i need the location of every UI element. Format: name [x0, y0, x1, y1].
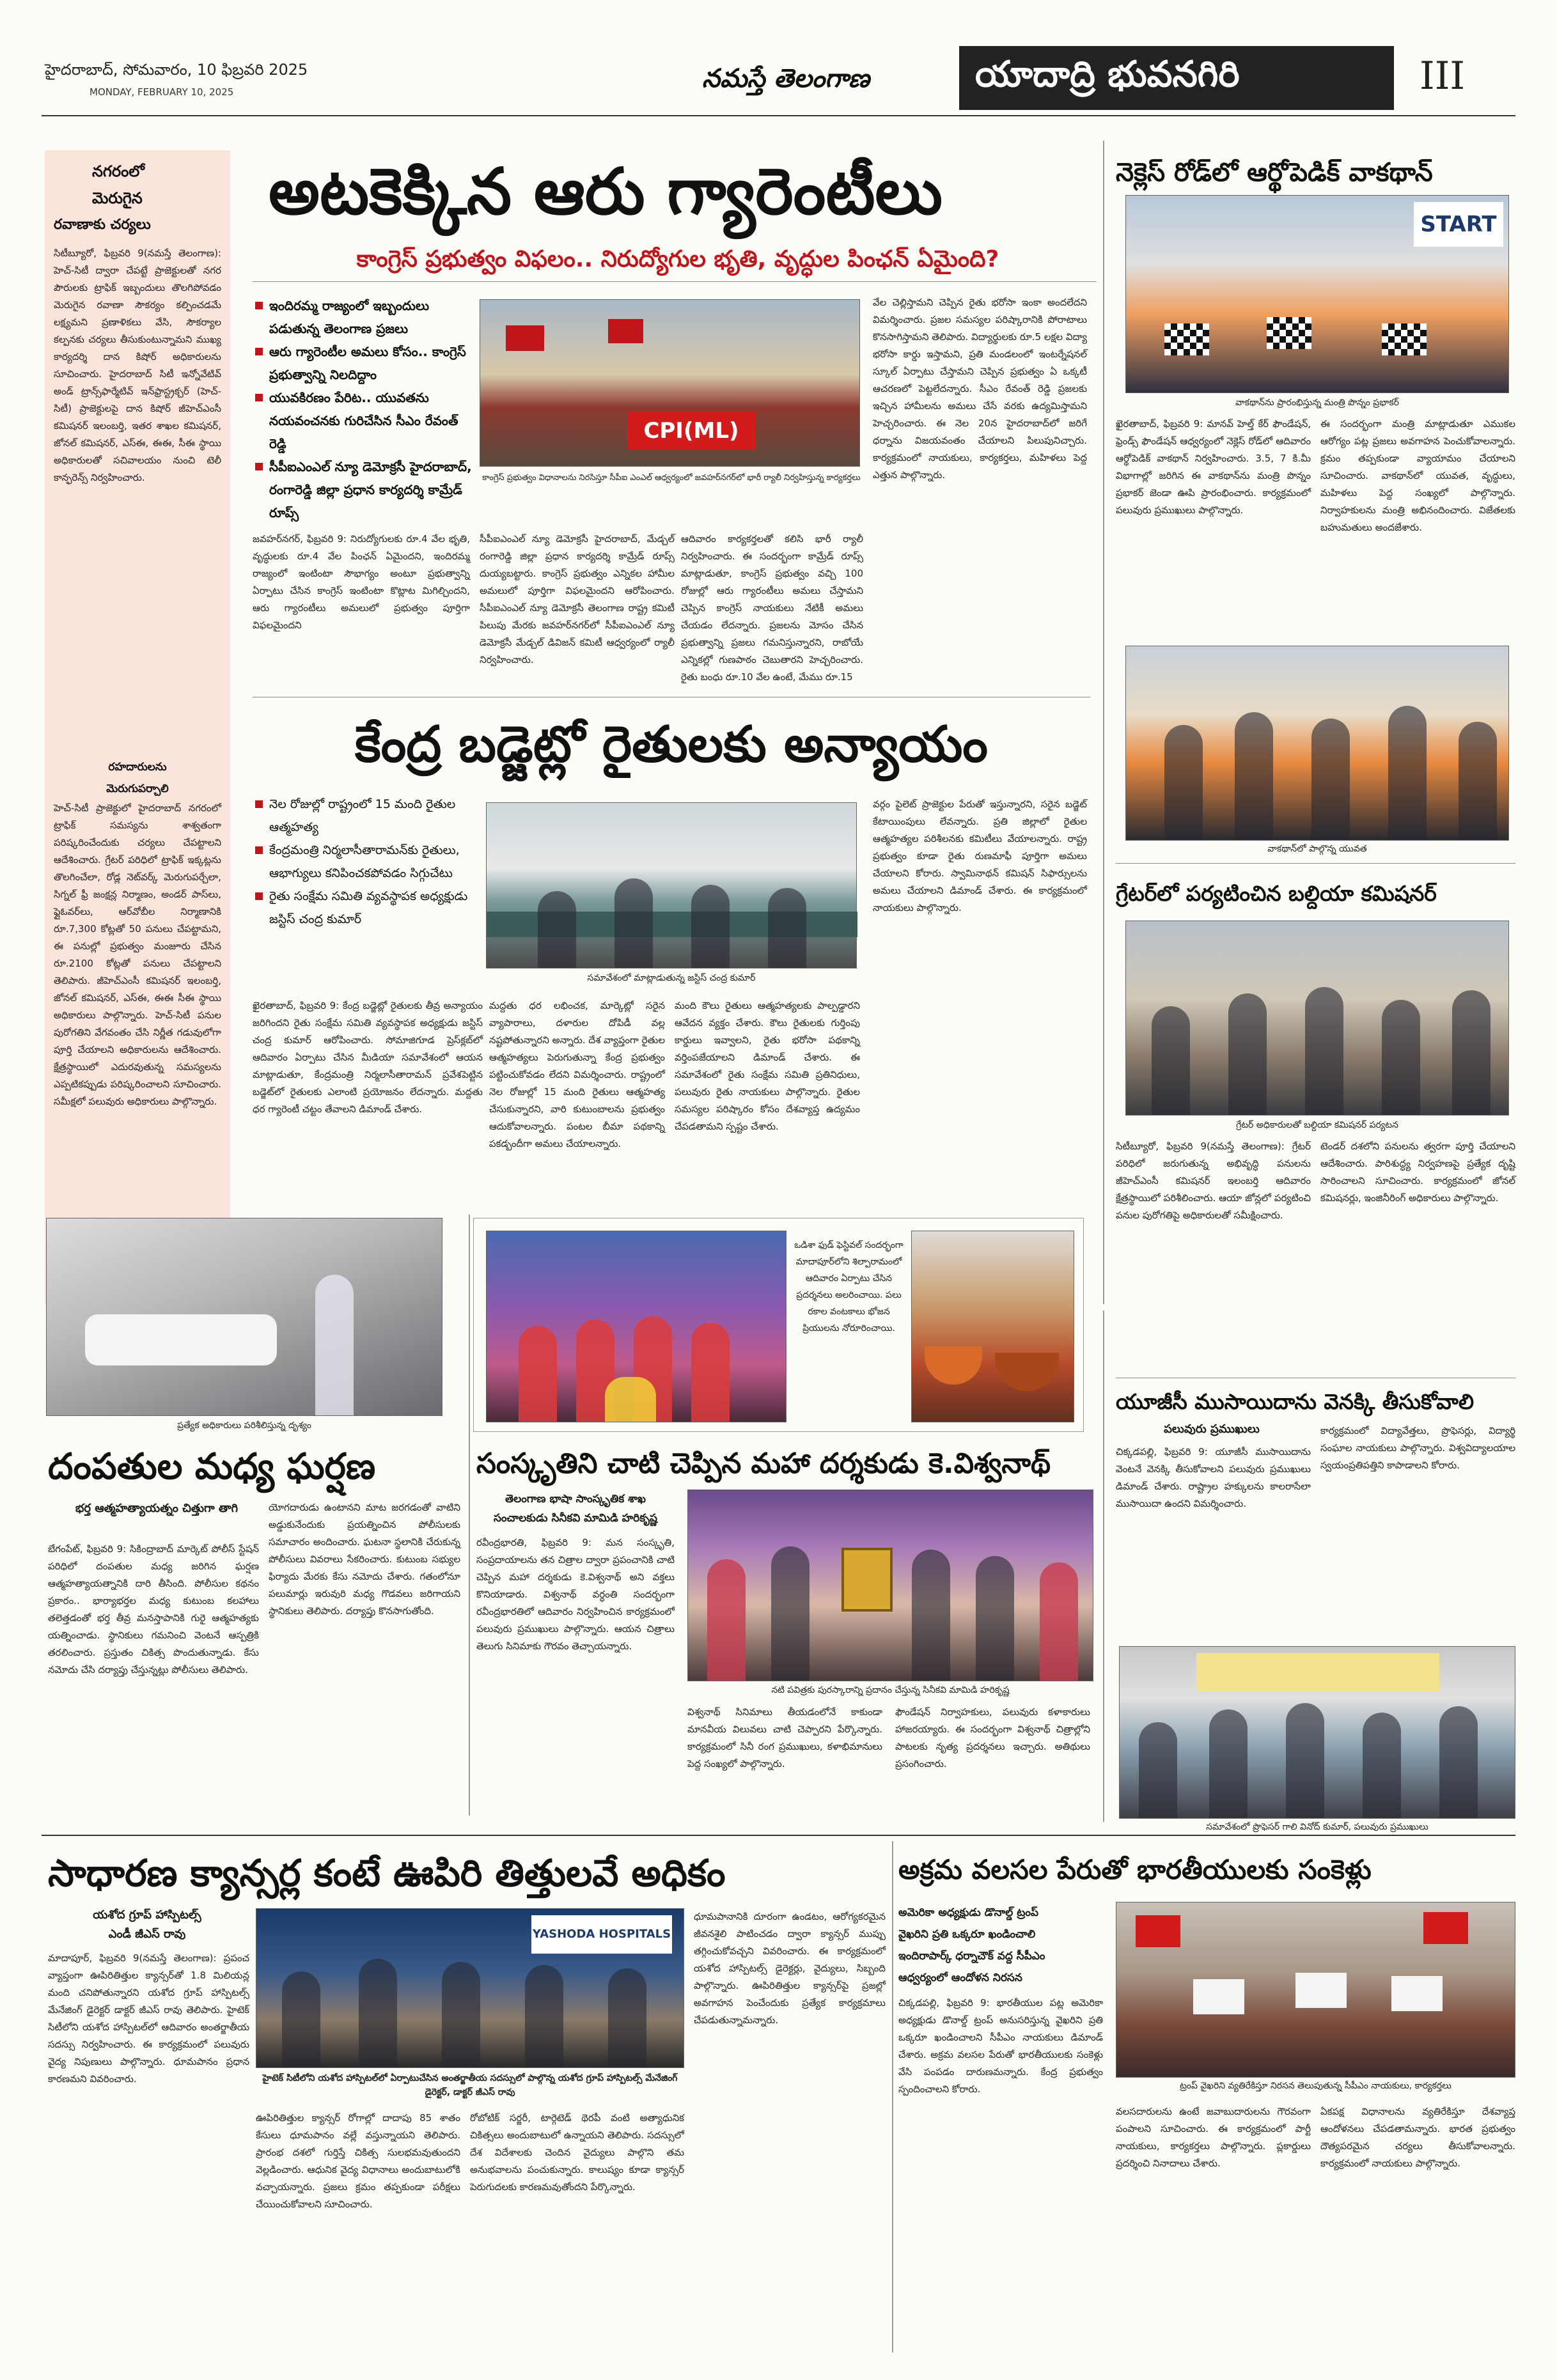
- sidebar-title-line3: రవాణాకు చర్యలు: [54, 217, 151, 233]
- official: [1382, 1000, 1420, 1115]
- story2-bullet: నెల రోజుల్లో రాష్ట్రంలో 15 మంది రైతుల ఆత్మహత్య: [253, 793, 483, 839]
- award-photo: [687, 1489, 1093, 1681]
- commissioner-body-col1: సిటీబ్యూరో, ఫిబ్రవరి 9(నమస్తే తెలంగాణ): గ్రేటర్‌ పరిధిలో జరుగుతున్న అభివృద్ధి పనులను జీహెచ్‌ఎంసీ కమిషనర్‌ ఇలంబర్తి ఆదివారం క్షేత్రస్థాయిలో పరిశీలించారు. ఆయా జోన్లలో పర్యటించి పనుల పురోగతిపై అధికారులతో సమీక్షించారు.: [1116, 1140, 1311, 1221]
- sidebar-sub2: మెరుగుపర్చాలి: [106, 782, 169, 795]
- story3-body-col2: యోగదారుడు ఉంటానని మాట జరగడంతో వాటిని అడ్డుకునేందుకు ప్రయత్నించిన పోలీసులకు సమాచారం అందించారు. ఘటనా స్థలానికి చేరుకున్న పోలీసులు వివరాలు సేకరించారు. కుటుంబ సభ్యుల ఫిర్యాదు మేరకు కేసు నమోదు చేశారు. గతంలోనూ పలుమార్లు ఇరువురి మధ్య గొడవలు జరిగాయని స్థానికులు తెలిపారు. దర్యాప్తు కొనసాగుతోంది.: [269, 1502, 464, 1617]
- walkathon-body-col2: ఈ సందర్భంగా మంత్రి మాట్లాడుతూ ఎముకల ఆరోగ్యం పట్ల ప్రజలు అవగాహన పెంచుకోవాలన్నారు. క్రమం తప్పకుండా వ్యాయామం చేయాలని సూచించారు. వాకథాన్‌లో యువత, వృద్ధులు, మహిళలు పెద్ద సంఖ్యలో పాల్గొన్నారు. నిర్వాహకులను మంత్రి అభినందించారు. విజేతలకు బహుమతులు అందజేశారు.: [1320, 418, 1519, 533]
- conference-banner: YASHODA HOSPITALS: [531, 1915, 672, 1954]
- sidebar-sub1: రహదారులను: [108, 761, 167, 774]
- award-person: [707, 1559, 746, 1681]
- placard: [1391, 1976, 1443, 2011]
- ugc-person: [1286, 1703, 1324, 1818]
- official: [1305, 987, 1343, 1115]
- story5-headline: సాధారణ క్యాన్సర్ల కంటే ఊపిరి తిత్తులవే అధికం: [48, 1851, 726, 1895]
- story2-bullets: [253, 793, 483, 931]
- lead-body-col3: ఆదివారం కార్యకర్తలతో కలిసి భారీ ర్యాలీ నిర్వహించారు. ఈ సందర్భంగా కామ్రేడ్‌ రూప్స్‌ మాట్లాడుతూ, కాంగ్రెస్‌ ప్రభుత్వం వచ్చి 100 రోజుల్లో ఆరు గ్యారంటీలు అమలు చేస్తామని చెప్పిన కాంగ్రెస్‌ నాయకులు నేటికీ అమలు చేయడం లేదన్నారు. ప్రజలను మోసం చేసిన ప్రభుత్వాన్ని ప్రజలు గమనిస్తున్నారని, రాబోయే ఎన్నికల్లో గుణపాఠం చెబుతారని హెచ్చరించారు. రైతు బంధు రూ.10 వేల ఉంటే, మేము రూ.15: [681, 533, 863, 683]
- press-person: [768, 888, 806, 968]
- story3-headline: దంపతుల మధ్య ఘర్షణ: [48, 1446, 376, 1488]
- press-person: [691, 885, 730, 968]
- story4-body-col1: రవీంద్రభారతి, ఫిబ్రవరి 9: మన సంస్కృతి, సంప్రదాయాలను తన చిత్రాల ద్వారా ప్రపంచానికి చాటి చెప్పిన మహా దర్శకుడు కె.విశ్వనాథ్‌ అని వక్తలు కొనియాడారు. విశ్వనాథ్‌ వర్ధంతి సందర్భంగా రవీంద్రభారతిలో ఆదివారం నిర్వహించిన కార్యక్రమంలో పలువురు ప్రముఖులు పాల్గొన్నారు. ఆయన చిత్రాలు తెలుగు సినిమాకు గౌరవం తెచ్చాయన్నారు.: [476, 1537, 678, 1652]
- masthead-date-te: హైదరాబాద్, సోమవారం, 10 ఫిబ్రవరి 2025: [45, 61, 308, 79]
- lead-bullets: [253, 294, 473, 524]
- conference-person: [442, 1962, 480, 2067]
- commissioner-body-col2: టెండర్‌ దశలోని పనులను త్వరగా పూర్తి చేయాలని ఆదేశించారు. పారిశుద్ధ్య నిర్వహణపై ప్రత్యేక దృష్టి సారించాలని సూచించారు. కార్యక్రమంలో జోనల్‌ కమిషనర్లు, ఇంజినీరింగ్‌ అధికారులు పాల్గొన్నారు.: [1320, 1140, 1515, 1204]
- column-divider: [892, 1841, 893, 2353]
- award-person: [976, 1556, 1014, 1681]
- walkathon-body-col1: ఖైరతాబాద్‌, ఫిబ్రవరి 9: మానవ్‌ హెల్త్‌ కేర్‌ ఫౌండేషన్‌, ఫ్రెండ్స్‌ ఫౌండేషన్‌ ఆధ్వర్యంలో నెక్లెస్‌ రోడ్‌లో ఆదివారం ఆర్థోపెడిక్‌ వాకథాన్‌ నిర్వహించారు. 3.5, 7 కి.మీ విభాగాల్లో జరిగిన ఈ వాకథాన్‌ను మంత్రి పొన్నం ప్రభాకర్‌ జెండా ఊపి ప్రారంభించారు. కార్యక్రమంలో పలువురు ప్రముఖులు పాల్గొన్నారు.: [1116, 418, 1314, 516]
- story3-sub: భర్త ఆత్మహత్యాయత్నం చిత్తుగా తాగి: [75, 1502, 239, 1515]
- protest-photo: [1116, 1902, 1515, 2078]
- dance-photo: [486, 1231, 786, 1422]
- ugc-photo: [1119, 1646, 1515, 1819]
- conference-person: [282, 1972, 320, 2067]
- official: [1228, 993, 1267, 1115]
- story4-body-col2: విశ్వనాథ్‌ సినిమాలు తీయడంలోనే కాకుండా మానవీయ విలువలు చాటి చెప్పారని పేర్కొన్నారు. కార్యక్రమంలో సినీ రంగ ప్రముఖులు, కళాభిమానులు పెద్ద సంఖ్యలో పాల్గొన్నారు.: [687, 1706, 886, 1769]
- placard: [1295, 1973, 1347, 2008]
- column-divider: [1103, 1311, 1104, 1822]
- stretcher: [85, 1314, 277, 1365]
- story6-body-col2: వలసదారులను ఉంటే జవాబుదారులను గౌరవంగా పంపాలని సూచించారు. ఈ కార్యక్రమంలో పార్టీ నాయకులు, కార్యకర్తలు పాల్గొన్నారు. ప్లకార్డులు ప్రదర్శించి నినాదాలు చేశారు.: [1116, 2106, 1314, 2169]
- rally-flag-icon: [608, 319, 643, 343]
- conference-photo-caption: హైటెక్‌ సిటీలోని యశోద హాస్పిటల్‌లో ఏర్పాటుచేసిన అంతర్జాతీయ సదస్సులో పాల్గొన్న యశోద గ్రూప్‌ హాస్పిటల్స్‌ మేనేజింగ్‌ డైరెక్టర్‌, డాక్టర్‌ జీఎస్‌ రావు: [262, 2073, 678, 2097]
- ugc-banner: [1196, 1653, 1439, 1692]
- story2-body-col2: మద్దతు ధర లభించక, మార్కెట్లో సరైన వ్యాపారాలు, దళారుల దోపిడీ వల్ల నష్టపోతున్నారని అన్నారు. దేశ వ్యాప్తంగా రైతుల ఆత్మహత్యలు పెరుగుతున్నా కేంద్ర ప్రభుత్వం పట్టించుకోవడం లేదని విమర్శించారు. రాష్ట్రంలో నెల రోజుల్లో 15 మంది రైతులు ఆత్మహత్య చేసుకున్నారని, వారి కుటుంబాలను ప్రభుత్వం ఆదుకోవాలన్నారు. పంటల బీమా పథకాన్ని పకడ్బందీగా అమలు చేయాలన్నారు.: [489, 1000, 668, 1149]
- dancer: [605, 1377, 656, 1422]
- masthead-edition: యాదాద్రి భువనగిరి: [975, 54, 1240, 95]
- story5-sub2: ఎండీ జీఎస్‌ రావు: [108, 1927, 186, 1941]
- story6-sub: [898, 1902, 1109, 1989]
- walkathon-photo-start: [1125, 195, 1509, 393]
- masthead-rule: [42, 115, 1515, 116]
- chequered-flag-icon: [1164, 323, 1209, 355]
- lead-bullet: ఆరు గ్యారెంటీల అమలు కోసం.. కాంగ్రెస్‌ ప్రభుత్వాన్ని నిలదిద్దాం: [253, 340, 473, 386]
- award-person: [1040, 1562, 1078, 1681]
- dancer: [691, 1323, 730, 1422]
- story3-body-col1: బేగంపేట్‌, ఫిబ్రవరి 9: సికింద్రాబాద్‌ మార్కెట్‌ పోలీస్‌ స్టేషన్‌ పరిధిలో దంపతుల మధ్య జరిగిన ఘర్షణ ఆత్మహత్యాయత్నానికి దారి తీసింది. పోలీసుల కథనం ప్రకారం.. భార్యాభర్తల మధ్య కుటుంబ కలహాలు తలెత్తడంతో భర్త తీవ్ర మనస్తాపానికి గురై ఆత్మహత్యకు యత్నించాడు. స్థానికులు గమనించి వెంటనే ఆస్పత్రికి తరలించారు. ప్రస్తుతం చికిత్స పొందుతున్నాడు. కేసు నమోదు చేసి దర్యాప్తు చేస్తున్నట్లు పోలీసులు తెలిపారు.: [48, 1543, 259, 1676]
- dancer: [519, 1326, 557, 1422]
- commissioner-photo: [1125, 921, 1509, 1116]
- commissioner-photo-caption: గ్రేటర్‌ అధికారులతో బల్దియా కమిషనర్‌ పర్యటన: [1236, 1120, 1398, 1130]
- start-arch: START: [1414, 202, 1503, 247]
- ugc-person: [1209, 1709, 1248, 1818]
- lead-bullet: సీపీఐఎంఎల్‌ న్యూ డెమోక్రసీ హైదరాబాద్‌, రంగారెడ్డి జిల్లా ప్రధాన కార్యదర్శి కామ్రేడ్‌ రూప్స్‌: [253, 455, 473, 524]
- lead-bullet: ఇందిరమ్మ రాజ్యంలో ఇబ్బందులు పడుతున్న తెలంగాణ ప్రజలు: [253, 294, 473, 340]
- chequered-flag-icon: [1267, 317, 1311, 349]
- conference-person: [525, 1965, 563, 2067]
- lead-subhead-rule: [253, 281, 1097, 282]
- story6-body-col3: ఏకపక్ష విధానాలను వ్యతిరేకిస్తూ దేశవ్యాప్త ఆందోళనలు చేపడతామన్నారు. భారత ప్రభుత్వం దౌత్యపరమైన చర్యలు తీసుకోవాలన్నారు. కార్యక్రమంలో నాయకులు పాల్గొన్నారు.: [1320, 2106, 1519, 2169]
- story2-body-col3: మంది కౌలు రైతులు ఆత్మహత్యలకు పాల్పడ్డారని ఆవేదన వ్యక్తం చేశారు. కౌలు రైతులకు గుర్తింపు కార్డులు ఇవ్వాలని, రైతు భరోసా పథకాన్ని వర్తింపజేయాలని డిమాండ్‌ చేశారు. ఈ సమావేశంలో రైతు సంక్షేమ సమితి ప్రతినిధులు, పలువురు రైతు నాయకులు పాల్గొన్నారు. రైతుల సమస్యల పరిష్కారం కోసం దేశవ్యాప్త ఉద్యమం చేపడతామని స్పష్టం చేశారు.: [675, 1000, 863, 1132]
- protest-flag-icon: [1136, 1915, 1180, 1947]
- award-person: [771, 1546, 810, 1681]
- column-divider: [1103, 141, 1104, 1304]
- story6-sub4: ఆధ్వర్యంలో ఆందోళన నిరసన: [898, 1972, 1022, 1984]
- sidebar-title-line2: మెరుగైన: [92, 189, 143, 207]
- chequered-flag-icon: [1382, 323, 1427, 355]
- story6-headline: అక్రమ వలసల పేరుతో భారతీయులకు సంకెళ్లు: [898, 1854, 1372, 1885]
- conference-person: [359, 1959, 397, 2067]
- ugc-person: [1439, 1706, 1478, 1818]
- award-person: [912, 1550, 950, 1681]
- story2-body-col1: ఖైరతాబాద్‌, ఫిబ్రవరి 9: కేంద్ర బడ్జెట్లో రైతులకు తీవ్ర అన్యాయం జరిగిందని రైతు సంక్షేమ సమితి వ్యవస్థాపక అధ్యక్షుడు జస్టిస్‌ చంద్ర కుమార్‌ ఆరోపించారు. సోమాజిగూడ ప్రెస్‌క్లబ్‌లో ఆదివారం ఏర్పాటు చేసిన మీడియా సమావేశంలో ఆయన మాట్లాడుతూ, కేంద్రమంత్రి నిర్మలాసీతారామన్‌ ప్రవేశపెట్టిన బడ్జెట్‌లో రైతులకు ఎలాంటి ప్రయోజనం లేదన్నారు. మద్దతు ధర గ్యారెంటీ చట్టం తేవాలని డిమాండ్‌ చేశారు.: [253, 1000, 483, 1115]
- lead-body-col2: సీపీఐఎంఎల్‌ న్యూ డెమోక్రసీ హైదరాబాద్‌, మేడ్చల్‌ రంగారెడ్డి జిల్లా ప్రధాన కార్యదర్శి కామ్రేడ్‌ రూప్స్‌ దుయ్యబట్టారు. కాంగ్రెస్‌ ప్రభుత్వం ఎన్నికల హామీల అమలులో పూర్తిగా విఫలమైందని ఆరోపించారు. సీపీఐఎంఎల్‌ న్యూ డెమోక్రసీ తెలంగాణ రాష్ట్ర కమిటీ పిలుపు మేరకు జవహర్‌నగర్‌లో సీపీఐఎంఎల్‌ న్యూ డెమోక్రసీ మేడ్చల్‌ డివిజన్‌ కమిటీ ఆధ్వర్యంలో ర్యాలీ నిర్వహించారు.: [480, 533, 675, 665]
- story5-body-col2: ఊపిరితిత్తుల క్యాన్సర్‌ రోగాల్లో దాదాపు 85 శాతం కేసులు ధూమపానం వల్లే వస్తున్నాయని తెలిపారు. ప్రారంభ దశలో గుర్తిస్తే చికిత్స సులభమవుతుందని వెల్లడించారు. ఆధునిక వైద్య విధానాలు అందుబాటులోకి వచ్చాయన్నారు. ప్రజలు క్రమం తప్పకుండా పరీక్షలు చేయించుకోవాలని సూచించారు.: [256, 2112, 464, 2210]
- conference-person: [608, 1968, 646, 2067]
- right-rule-1: [1116, 863, 1515, 864]
- rally-flag-icon: [506, 325, 544, 351]
- protest-photo-caption: ట్రంప్‌ వైఖరిని వ్యతిరేకిస్తూ నిరసన తెలుపుతున్న సీపీఎం నాయకులు, కార్యకర్తలు: [1180, 2081, 1451, 2091]
- walkathon-photo1-caption: వాకథాన్‌ను ప్రారంభిస్తున్న మంత్రి పొన్నం ప్రభాకర్‌: [1235, 398, 1399, 408]
- press-person: [614, 878, 653, 968]
- lead-bullet: యువకిరణం పేరిట.. యువతను నయవంచనకు గురిచేసిన సీఎం రేవంత్‌ రెడ్డి: [253, 386, 473, 455]
- lead-headline: అటకెక్కిన ఆరు గ్యారెంటీలు: [269, 154, 943, 229]
- lead-photo-caption: కాంగ్రెస్‌ ప్రభుత్వం విధానాలను నిరసిస్తూ సీపీఐ ఎంఎల్‌ ఆధ్వర్యంలో జవహర్‌నగర్‌లో భారీ ర్యాలీ నిర్వహిస్తున్న కార్యకర్తలు: [482, 473, 861, 483]
- story5-body-col1: మాదాపూర్‌, ఫిబ్రవరి 9(నమస్తే తెలంగాణ): ప్రపంచ వ్యాప్తంగా ఊపిరితిత్తుల క్యాన్సర్‌తో 1.8 మిలియన్ల మంది చనిపోతున్నారని యశోద గ్రూప్‌ హాస్పిటల్స్‌ మేనేజింగ్‌ డైరెక్టర్‌ డాక్టర్‌ జీఎస్‌ రావు తెలిపారు. హైటెక్‌ సిటీలోని యశోద హాస్పిటల్‌లో ఆదివారం అంతర్జాతీయ సదస్సు నిర్వహించారు. ఈ కార్యక్రమంలో పలువురు వైద్య నిపుణులు పాల్గొన్నారు. ధూమపానం ప్రధాన కారణమని వివరించారు.: [48, 1952, 250, 2085]
- masthead-page-number: III: [1420, 54, 1466, 98]
- attendant: [315, 1275, 354, 1415]
- left-sidebar: [45, 150, 230, 1304]
- conference-photo: [256, 1908, 684, 2068]
- hospital-photo-caption: ప్రత్యేక అధికారులు పరిశీలిస్తున్న దృశ్యం: [177, 1420, 311, 1431]
- story2-headline: కేంద్ర బడ్జెట్లో రైతులకు అన్యాయం: [355, 716, 988, 774]
- lead-body-col4: వేల చెల్లిస్తామని చెప్పిన రైతు భరోసా ఇంకా అందలేదని విమర్శించారు. ప్రజల సమస్యల పరిష్కారానికి పోరాటాలు కొనసాగిస్తామని తెలిపారు. విద్యార్థులకు రూ.5 లక్షల విద్యా భరోసా కార్డు ఇస్తామని, ప్రతి మండలంలో ఇంటర్నేషనల్‌ స్కూల్‌ ఏర్పాటు చేస్తామని చెప్పిన ప్రభుత్వం ఏ ఒక్కటీ ఆచరణలో పెట్టలేదన్నారు. సీఎం రేవంత్‌ రెడ్డి ప్రజలకు ఇచ్చిన హామీలను అమలు చేసే వరకు ఉద్యమిస్తామని హెచ్చరించారు. ఈ నెల 20న హైదరాబాద్‌లో జరిగే ధర్నాను విజయవంతం చేయాలని పిలుపునిచ్చారు. కార్యక్రమంలో నాయకులు, కార్యకర్తలు, మహిళలు పెద్ద ఎత్తున పాల్గొన్నారు.: [873, 297, 1087, 481]
- story2-bullet: కేంద్రమంత్రి నిర్మలాసీతారామన్‌కు రైతులు, ఆభాగ్యులు కనిపించకపోవడం సిగ్గుచేటు: [253, 839, 483, 885]
- story4-headline: సంస్కృతిని చాటి చెప్పిన మహా దర్శకుడు కె.విశ్వనాథ్‌: [476, 1447, 1051, 1480]
- protest-flag-icon: [1423, 1912, 1468, 1944]
- story6-body-col1: చిక్కడపల్లి, ఫిబ్రవరి 9: భారతీయుల పట్ల అమెరికా అధ్యక్షుడు డొనాల్డ్‌ ట్రంప్‌ అనుసరిస్తున్న వైఖరిని ప్రతి ఒక్కరూ ఖండించాలని సీపీఎం నాయకులు డిమాండ్‌ చేశారు. అక్రమ వలసల పేరుతో భారతీయులకు సంకెళ్లు వేసి పంపడం దారుణమన్నారు. కేంద్ర ప్రభుత్వం స్పందించాలని కోరారు.: [898, 1997, 1103, 2095]
- story2-bullet: రైతు సంక్షేమ సమితి వ్యవస్థాపక అధ్యక్షుడు జస్టిస్‌ చంద్ర కుమార్‌: [253, 885, 483, 931]
- food-bowl: [925, 1346, 982, 1385]
- sidebar-title-line1: నగరంలో: [92, 162, 145, 180]
- placard: [1193, 1979, 1244, 2014]
- commissioner-headline: గ్రేటర్‌లో పర్యటించిన బల్దియా కమిషనర్‌: [1116, 881, 1437, 906]
- lead-body-col1: జవహర్‌నగర్‌, ఫిబ్రవరి 9: నిరుద్యోగులకు రూ.4 వేల భృతి, వృద్ధులకు రూ.4 వేల పింఛన్‌ ఏమైందని, ఇందిరమ్మ రాజ్యంలో ఇంటింటా సౌభాగ్యం అంటూ ప్రభుత్వాన్ని ఏర్పాటు చేసిన కాంగ్రెస్‌ ఇంటింటా కొట్లాట మిగిల్చిందని, ఆరు గ్యారంటీలు అమలులో ప్రభుత్వం పూర్తిగా విఫలమైందని: [253, 533, 473, 631]
- food-photo: [911, 1231, 1074, 1422]
- story2-body-col4: వర్గం పైలెట్‌ ప్రాజెక్టుల పేరుతో ఇస్తున్నారని, సరైన బడ్జెట్‌ కేటాయింపులు లేవన్నారు. ప్రతి జిల్లాలో రైతుల ఆత్మహత్యల పరిశీలనకు కమిటీలు వేయాలన్నారు. రాష్ట్ర ప్రభుత్వం కూడా రైతు రుణమాఫీ పూర్తిగా అమలు చేయాలని కోరారు. స్వామినాథన్‌ కమిషన్‌ సిఫార్సులను అమలు చేయాలని డిమాండ్‌ చేశారు. ఈ కార్యక్రమంలో నాయకులు పాల్గొన్నారు.: [873, 798, 1088, 914]
- story6-sub2: వైఖరిని ప్రతి ఒక్కరూ ఖండించాలి: [898, 1928, 1036, 1941]
- masthead-paper-name: నమస్తే తెలంగాణ: [702, 64, 870, 93]
- runner: [1459, 722, 1497, 840]
- story4-sub: తెలంగాణ భాషా సాంస్కృతిక శాఖ సంచాలకుడు సినీకవి మామిడి హరికృష్ణ: [493, 1493, 658, 1525]
- ugc-person: [1363, 1713, 1401, 1818]
- story5-body-col3: రోబోటిక్‌ సర్జరీ, టార్గెటెడ్‌ థెరపీ వంటి అత్యాధునిక చికిత్సలు అందుబాటులో ఉన్నాయని తెలిపారు. సదస్సులో దేశ విదేశాలకు చెందిన వైద్యులు పాల్గొని తమ అనుభవాలను పంచుకున్నారు. కాలుష్యం కూడా క్యాన్సర్‌ పెరుగుదలకు కారణమవుతోందని పేర్కొన్నారు.: [470, 2112, 684, 2193]
- walkathon-headline: నెక్లెస్‌ రోడ్‌లో ఆర్థోపెడిక్‌ వాకథాన్‌: [1116, 158, 1433, 187]
- lead-photo-rally: [480, 299, 860, 467]
- food-bowl: [995, 1353, 1059, 1391]
- lead-subhead: కాంగ్రెస్‌ ప్రభుత్వం విఫలం.. నిరుద్యోగుల భృతి, వృద్ధుల పింఛన్‌ ఏమైంది?: [356, 246, 999, 272]
- ugc-body-col1: చిక్కడపల్లి, ఫిబ్రవరి 9: యూజీసీ ముసాయిదాను వెంటనే వెనక్కి తీసుకోవాలని పలువురు ప్రముఖులు డిమాండ్‌ చేశారు. రాష్ట్రాల హక్కులను కాలరాసేలా ముసాయిదా ఉందని విమర్శించారు.: [1116, 1446, 1314, 1509]
- award-photo-caption: నటి పవిత్రకు పురస్కారాన్ని ప్రదానం చేస్తున్న సినీకవి మామిడి హరికృష్ణ: [771, 1685, 1010, 1695]
- award-plaque: [841, 1548, 893, 1612]
- hospital-photo: [46, 1218, 442, 1416]
- lower-rule: [42, 1835, 1515, 1836]
- culture-text: ఒడిశా ఫుడ్‌ ఫెస్టివల్‌ సందర్భంగా మాదాపూర్‌లోని శిల్పారామంలో ఆదివారం ఏర్పాటు చేసిన ప్రదర్శనలు అలరించాయి. పలు రకాల వంటకాలు భోజన ప్రియులను నోరూరించాయి.: [794, 1240, 907, 1334]
- walkathon-photo2-caption: వాకథాన్‌లో పాల్గొన్న యువత: [1267, 844, 1367, 854]
- ugc-photo-caption: సమావేశంలో ప్రొఫెసర్‌ గాలి వినోద్‌ కుమార్‌, పలువురు ప్రముఖులు: [1206, 1822, 1428, 1832]
- story5-sub1: యశోద గ్రూప్‌ హాస్పిటల్స్‌: [93, 1908, 201, 1922]
- story2-photo-press-meet: [486, 802, 857, 968]
- column-divider: [469, 1215, 470, 1816]
- masthead-date-en: MONDAY, FEBRUARY 10, 2025: [90, 86, 234, 98]
- masthead: [0, 0, 1557, 112]
- official: [1452, 990, 1490, 1115]
- ugc-person: [1139, 1722, 1177, 1818]
- official: [1152, 1006, 1190, 1115]
- story4-body-col3: ఫౌండేషన్‌ నిర్వాహకులు, పలువురు కళాకారులు హాజరయ్యారు. ఈ సందర్భంగా విశ్వనాథ్‌ చిత్రాల్లోని పాటలకు నృత్య ప్రదర్శనలు ఇచ్చారు. అతిథులు ప్రసంగించారు.: [895, 1706, 1093, 1769]
- walkathon-photo-runners: [1125, 646, 1509, 841]
- story5-body-col4: ధూమపానానికి దూరంగా ఉండటం, ఆరోగ్యకరమైన జీవనశైలి పాటించడం ద్వారా క్యాన్సర్‌ ముప్పు తగ్గించుకోవచ్చని వివరించారు. ఈ కార్యక్రమంలో యశోద హాస్పిటల్స్‌ డైరెక్టర్లు, వైద్యులు, సిబ్బంది పాల్గొన్నారు. ఊపిరితిత్తుల క్యాన్సర్‌పై ప్రజల్లో అవగాహన పెంచేందుకు ప్రత్యేక కార్యక్రమాలు చేపడుతున్నామన్నారు.: [694, 1911, 889, 2026]
- runner: [1164, 725, 1203, 840]
- ugc-headline: యూజీసీ ముసాయిదాను వెనక్కి తీసుకోవాలి: [1116, 1389, 1475, 1414]
- story2-photo-caption: సమావేశంలో మాట్లాడుతున్న జస్టిస్‌ చంద్ర కుమార్‌: [587, 973, 756, 983]
- story6-sub1: అమెరికా అధ్యక్షుడు డొనాల్డ్‌ ట్రంప్‌: [898, 1906, 1039, 1919]
- ugc-sub: పలువురు ప్రముఖులు: [1164, 1422, 1260, 1436]
- runner: [1388, 706, 1427, 840]
- press-person: [538, 891, 576, 968]
- sidebar-body2: హెచ్‌-సిటీ ప్రాజెక్టులో హైదరాబాద్‌ నగరంలో ట్రాఫిక్‌ సమస్యను శాశ్వతంగా పరిష్కరించేందుకు చర్యలు చేపట్టాలని ఆదేశించారు. గ్రేటర్‌ పరిధిలో ట్రాఫిక్‌ ఇక్కట్లను తొలగించేలా, రోడ్ల నెట్‌వర్క్‌ మెరుగుపర్చేలా, సిగ్నల్‌ ఫ్రీ జంక్షన్ల నిర్మాణం, అండర్‌ పాస్‌లు, ఫ్లైఓవర్‌లు, ఆర్‌వోబీల నిర్మాణానికి రూ.7,300 కోట్లతో 50 పనులు చేపట్టామని, ఈ పనుల్లో ప్రభుత్వం మంజూరు చేసిన రూ.2100 కోట్లతో పనులు చేపట్టాలని తెలిపారు. జీహెచ్‌ఎంసీ కమిషనర్‌ ఇలంబర్తి, జోనల్‌ కమిషనర్‌, ఎస్‌ఈ, ఈఈ సీఈ స్థాయి అధికారులు పాల్గొన్నారు. హెచ్‌-సిటీ పనుల పురోగతిని వేగవంతం చేసి నిర్ణీత గడువులోగా పూర్తి చేయాలని అధికారులను ఆదేశించారు. క్షేత్రస్థాయిలో ఎదురవుతున్న సమస్యలను ఎప్పటికప్పుడు పరిష్కరించాలని సూచించారు. సమీక్షలో పలువురు అధికారులు పాల్గొన్నారు.: [54, 802, 224, 1107]
- runner: [1311, 719, 1350, 840]
- sidebar-body: సిటీబ్యూరో, ఫిబ్రవరి 9(నమస్తే తెలంగాణ): హెచ్‌-సిటీ ద్వారా చేపట్టే ప్రాజెక్టులతో నగర పౌరులకు ట్రాఫిక్‌ ఇబ్బందులు తొలగిపోవడం మెరుగైన రవాణా సౌకర్యం కల్పించడమే లక్ష్యమని ప్రణాళికలు వేసి, సౌకర్యాల కల్పనకు చర్యలు తీసుకుంటున్నామని ముఖ్య కార్యదర్శి దాన కిషోర్‌ అధికారులను సూచించారు. హైదరాబాద్‌ సిటీ ఇన్నోవేటివ్‌ అండ్‌ ట్రాన్స్‌ఫార్మేటివ్‌ ఇన్‌ఫ్రాస్ట్రక్చర్‌ (హెచ్‌-సిటీ) ప్రాజెక్టులపై దాన కిషోర్‌ జీహెచ్‌ఎంసీ కమిషనర్‌ ఇలంబర్తి, ఇతర శాఖల కమిషనర్‌, జోనల్‌ కమిషనర్‌, ఎస్‌ఈ, ఈఈ, సీఈ స్థాయి అధికారులతో సచివాలయం నుంచి టెలీ కాన్ఫరెన్స్‌ నిర్వహించారు.: [54, 247, 222, 483]
- story6-sub3: ఇందిరాపార్క్‌ ధర్నాచౌక్‌ వద్ద సీపీఎం: [898, 1950, 1045, 1963]
- rally-banner: CPI(ML): [627, 412, 755, 450]
- ugc-body-col2: కార్యక్రమంలో విద్యావేత్తలు, ప్రొఫెసర్లు, విద్యార్థి సంఘాల నాయకులు పాల్గొన్నారు. విశ్వవిద్యాలయాల స్వయంప్రతిపత్తిని కాపాడాలని కోరారు.: [1320, 1425, 1519, 1471]
- runner: [1235, 712, 1273, 840]
